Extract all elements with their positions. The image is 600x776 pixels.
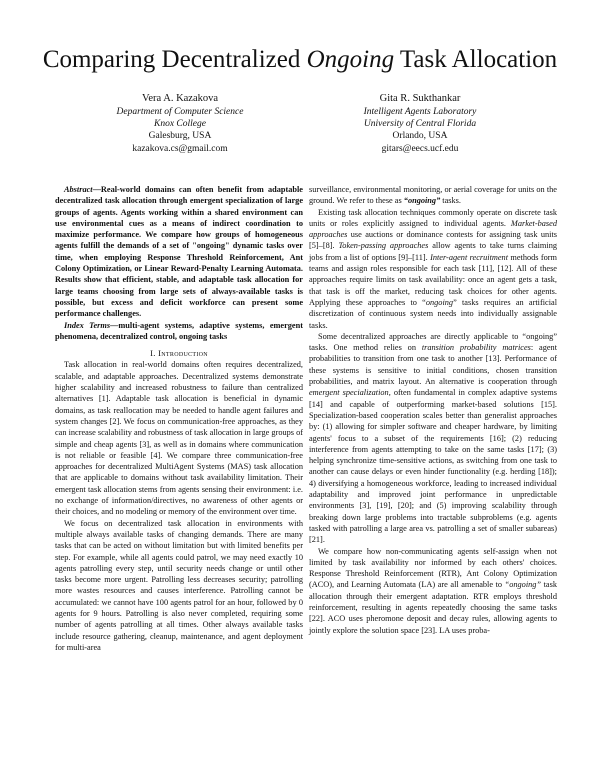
title-italic-word: Ongoing — [306, 46, 395, 73]
text-run: , often fundamental in complex adaptive systems [14] and capable of outperforming market-based solutions [15]. Specialization-based cooperation scales better than generalist approaches by: (1) allowing for simpler software and cheaper hardware, by limiting agents' focus to a subset of the requirements [16]; (2) reducing interference from agents attempting to take on the same tasks [17]; (3) helping synchronize time-sensitive actions, as switching from one task to another can cause delays or even hinder functionality (e.g. herding [18]); 4) diversifying a homogeneous workforce, leading to increased individual adaptability and improved joint performance in unpredictable environments [3], [19], [20]; and (5) improving scalability through breaking down large problems into tractable subproblems (e.g. agents tasked with patrolling a large area vs. patrolling a set of smaller subareas) [21]. — [309, 388, 557, 545]
author-location: Orlando, USA — [392, 131, 448, 142]
author-department: Department of Computer Science — [116, 107, 244, 117]
paragraph — [309, 184, 557, 207]
emphasis: ongoing — [425, 297, 454, 307]
paragraph — [309, 546, 557, 636]
title-part-1: Comparing Decentralized — [42, 46, 307, 73]
text-run: task allocation through their emergent adaptation. RTR employs threshold reinforcement, resulting in agents repeatedly choosing the same tasks [22]. ACO uses pheromone deposit and decay rules, allowing agents to jointly explore the solution space [23]. LA uses proba- — [309, 580, 557, 635]
title-part-2: Task Allocation — [394, 46, 558, 73]
text-run: We compare how non-communicating agents self-assign when not limited by task availability nor informed by each others' choices. Response Threshold Reinforcement (RTR), Ant Colony Optimization (ACO), and Learning Automata (LA) are all amenable to — [309, 546, 557, 590]
author-email[interactable]: kazakova.cs@gmail.com — [132, 143, 228, 154]
emphasis: “ongoing” — [403, 196, 441, 206]
abstract-label: Abstract — [64, 185, 93, 194]
author-institution: Knox College — [154, 119, 206, 130]
emphasis: transition probability matrices — [421, 343, 531, 353]
section-number: I. — [150, 348, 156, 359]
paragraph — [309, 207, 557, 331]
right-column — [309, 184, 557, 636]
section-title: Introduction — [158, 348, 208, 359]
index-terms-text: —multi-agent systems, adaptive systems, emergent phenomena, decentralized control, ongoing tasks — [55, 320, 303, 341]
text-run: Some decentralized approaches are directly applicable to “ongoing” tasks. One method relies on — [309, 331, 557, 353]
emphasis: “ongoing” — [504, 580, 542, 590]
abstract — [55, 184, 303, 320]
emphasis: Token-passing approaches — [338, 241, 429, 251]
author-institution: University of Central Florida — [363, 119, 477, 130]
author-block-2 — [300, 92, 540, 155]
text-run: use auctions or dominance contests for assigning task units [5]–[8]. — [309, 230, 557, 251]
abstract-text: —Real-world domains can often benefit from adaptable decentralized task allocation through emergent specialization of large groups of agents. Agents working within a shared environment can use environmental cues as a means of indirect coordination to maximize performance. We compare how groups of homogeneous agents fulfill the demands of a set of "ongoing" dynamic tasks over time, when employing Response Threshold Reinforcement, Ant Colony Optimization, or Linear Reward-Penalty Learning Automata. Results show that efficient, stable, and adaptable task allocation for large teams choosing from large sets of always-available tasks is possible, but excess and deficit workforce can present some performance challenges. — [55, 185, 303, 319]
emphasis: Market-based approaches — [309, 218, 557, 240]
author-name: Gita R. Sukthankar — [379, 93, 461, 104]
author-block-1 — [60, 92, 300, 155]
author-location: Galesburg, USA — [148, 131, 212, 142]
author-name: Vera A. Kazakova — [141, 93, 219, 104]
text-run: surveillance, environmental monitoring, or aerial coverage for units on the ground. We refer to these as — [309, 185, 557, 206]
text-run: methods form teams and assign roles responsible for each task [11], [12]. All of these approaches require limits on task availability: once an agent gets a task, that task is off the market, reducing task choices for other agents. Applying these approaches to “ — [309, 252, 558, 307]
left-column — [55, 184, 303, 653]
paragraph: We focus on decentralized task allocation in environments with multiple always available tasks of changing demands. There are many tasks that can be acted on without limitation but with limited benefits per step. For example, while all agents could patrol, we may need exactly 10 agents patrolling every step, until security needs change or until other tasks become more urgent. Patrolling less decreases security; patrolling more wastes resources and causes interference. Patrolling cannot be accumulated: we cannot have 100 agents patrol for an hour, followed by 0 agents for 9 hours. Patrolling is also never completed, requiring some number of agents patrolling at all times. Other always available tasks include resource gathering, cleanup, maintenance, and agent deployment for multi-area — [55, 518, 303, 652]
index-terms-label: Index Terms — [64, 320, 111, 330]
text-run: : agent probabilities to transition from one task to another [13]. Performance of these systems is sensitive to initial conditions, chosen transition probabilities, and matrix layout. An alternative is cooperation through — [309, 343, 557, 387]
emphasis: Inter-agent recruitment — [430, 252, 509, 262]
index-terms — [55, 320, 303, 343]
paper-title — [0, 45, 600, 75]
text-run: Existing task allocation techniques commonly operate on discrete task units or roles explicitly assigned to individual agents. — [309, 207, 557, 228]
paragraph: Task allocation in real-world domains often requires decentralized, scalable, and adaptable approaches. Decentralized systems demonstrate higher scalability and increased robustness to failure than centralized alternatives [1]. Adaptable task allocation is beneficial in dynamic domains, as task reallocation may be needed to handle agent failures and system changes [2]. We focus on communication-free approaches, as they can increase scalability and robustness of task allocation in large groups of simple and cheap agents [3], as well as in domains where communication is not reliable or feasible [4]. We compare three communication-free approaches for decentralized MultiAgent Systems (MAS) task allocation that are applicable to domains without task availability limitation. Their emergent task allocation stems from agents sensing their environment: i.e. no exchange of information/directives, no awareness of other agents or their choices, and no modeling or memory of the environment over time. — [55, 360, 303, 517]
text-run: ” tasks requires an artificial discretization of continuous system needs into individually assignable tasks. — [309, 297, 557, 330]
emphasis: emergent specialization — [309, 388, 389, 398]
text-run: tasks. — [440, 196, 461, 206]
author-email[interactable]: gitars@eecs.ucf.edu — [381, 143, 459, 154]
author-department: Intelligent Agents Laboratory — [363, 107, 477, 117]
paragraph — [309, 331, 557, 546]
section-heading — [55, 348, 303, 359]
text-run: allow agents to take turns claiming jobs from a list of options [9]–[11]. — [309, 241, 557, 262]
